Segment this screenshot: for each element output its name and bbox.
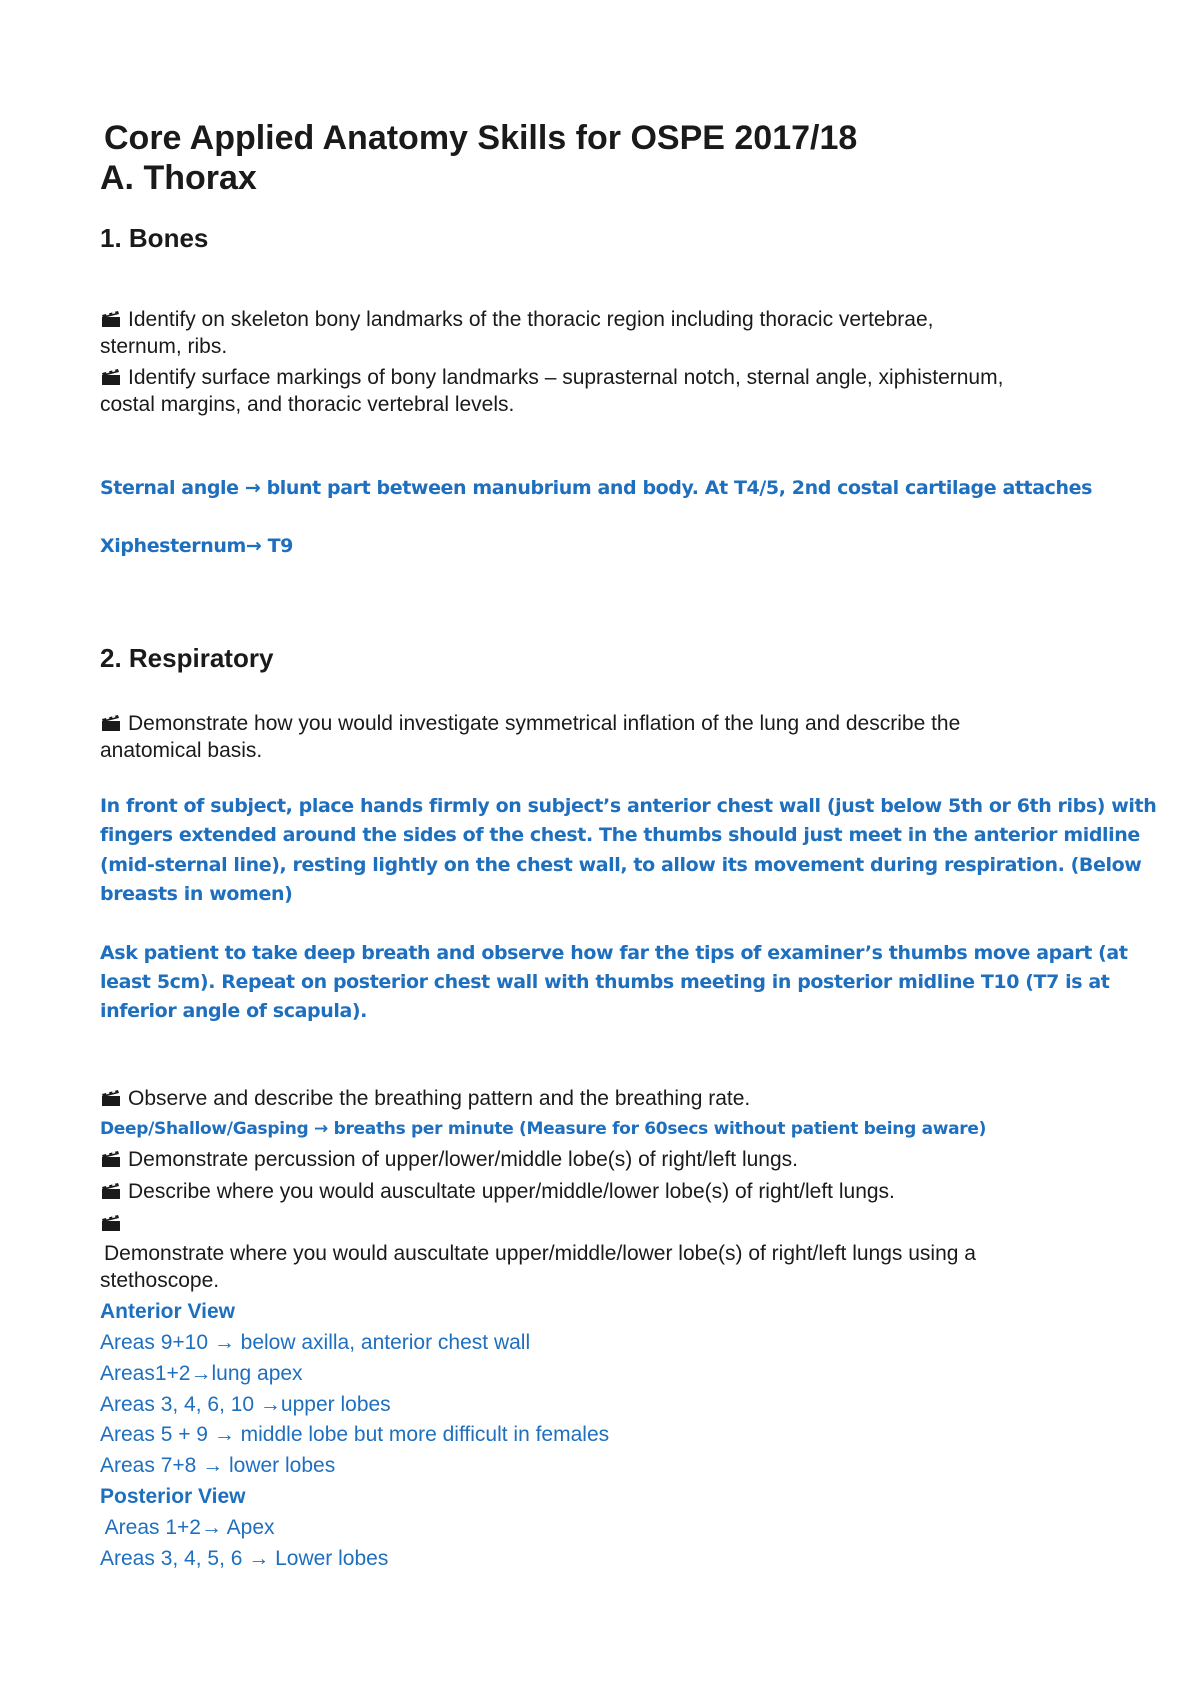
bones-item-1-line-1: Identify on skeleton bony landmarks of the thoracic region including thoracic vertebrae, [128,308,934,331]
clapperboard-icon [100,1150,122,1168]
anterior-area-1: Areas 9+10 → below axilla, anterior chest wall [100,1331,531,1354]
resp-item-5-line-2: stethoscope. [100,1269,220,1292]
para-1-line-1: In front of subject, place hands firmly on subject’s anterior chest wall (just below 5th or 6th ribs) with [100,795,1157,817]
bullet-item [100,364,1003,391]
posterior-area-1: Areas 1+2→ Apex [100,1516,275,1539]
heading-respiratory: 2. Respiratory [100,643,274,673]
para-2-line-3: inferior angle of scapula). [100,1000,367,1022]
bones-item-1-line-2: sternum, ribs. [100,335,228,358]
resp-item-1-line-1: Demonstrate how you would investigate symmetrical inflation of the lung and describe the [128,712,961,735]
bones-item-2-line-2: costal margins, and thoracic vertebral levels. [100,393,515,416]
resp-item-2: Observe and describe the breathing pattern and the breathing rate. [128,1087,751,1110]
anterior-view-heading: Anterior View [100,1300,235,1323]
para-1-line-2: fingers extended around the sides of the chest. The thumbs should just meet in the anterior midline [100,824,1140,846]
bullet-item [100,1178,895,1205]
clapperboard-icon [100,310,122,328]
resp-item-5-line-1: Demonstrate where you would auscultate upper/middle/lower lobe(s) of right/left lungs using a [104,1242,976,1265]
bullet-item [100,1146,798,1173]
anterior-area-3: Areas 3, 4, 6, 10 →upper lobes [100,1393,391,1416]
anterior-area-4: Areas 5 + 9 → middle lobe but more difficult in females [100,1423,610,1446]
posterior-area-2: Areas 3, 4, 5, 6 → Lower lobes [100,1547,389,1570]
note-breathing: Deep/Shallow/Gasping → breaths per minute (Measure for 60secs without patient being aware) [100,1119,987,1139]
heading-bones: 1. Bones [100,223,209,253]
note-xiphesternum: Xiphesternum→ T9 [100,535,293,557]
clapperboard-icon [100,1182,122,1200]
para-1-line-4: breasts in women) [100,883,293,905]
document-title: Core Applied Anatomy Skills for OSPE 2017/18 [104,119,858,157]
clapperboard-icon [100,714,122,732]
para-2-line-2: least 5cm). Repeat on posterior chest wall with thumbs meeting in posterior midline T10 (T7 is at [100,971,1110,993]
bullet-item-standalone [100,1210,128,1237]
bullet-item [100,1085,750,1112]
clapperboard-icon [100,1089,122,1107]
posterior-view-heading: Posterior View [100,1485,246,1508]
para-2-line-1: Ask patient to take deep breath and observe how far the tips of examiner’s thumbs move apart (at [100,942,1128,964]
section-title-thorax: A. Thorax [100,159,257,197]
anterior-area-2: Areas1+2→lung apex [100,1362,303,1385]
resp-item-4: Describe where you would auscultate upper/middle/lower lobe(s) of right/left lungs. [128,1180,895,1203]
resp-item-1-line-2: anatomical basis. [100,739,263,762]
bullet-item [100,306,933,333]
note-sternal-angle: Sternal angle → blunt part between manubrium and body. At T4/5, 2nd costal cartilage attaches [100,477,1093,499]
resp-item-3: Demonstrate percussion of upper/lower/middle lobe(s) of right/left lungs. [128,1148,798,1171]
clapperboard-icon [100,368,122,386]
clapperboard-icon [100,1214,122,1232]
bullet-item [100,710,960,737]
anterior-area-5: Areas 7+8 → lower lobes [100,1454,336,1477]
para-1-line-3: (mid-sternal line), resting lightly on the chest wall, to allow its movement during respiration. (Below [100,854,1142,876]
bones-item-2-line-1: Identify surface markings of bony landmarks – suprasternal notch, sternal angle, xiphisternum, [128,366,1004,389]
